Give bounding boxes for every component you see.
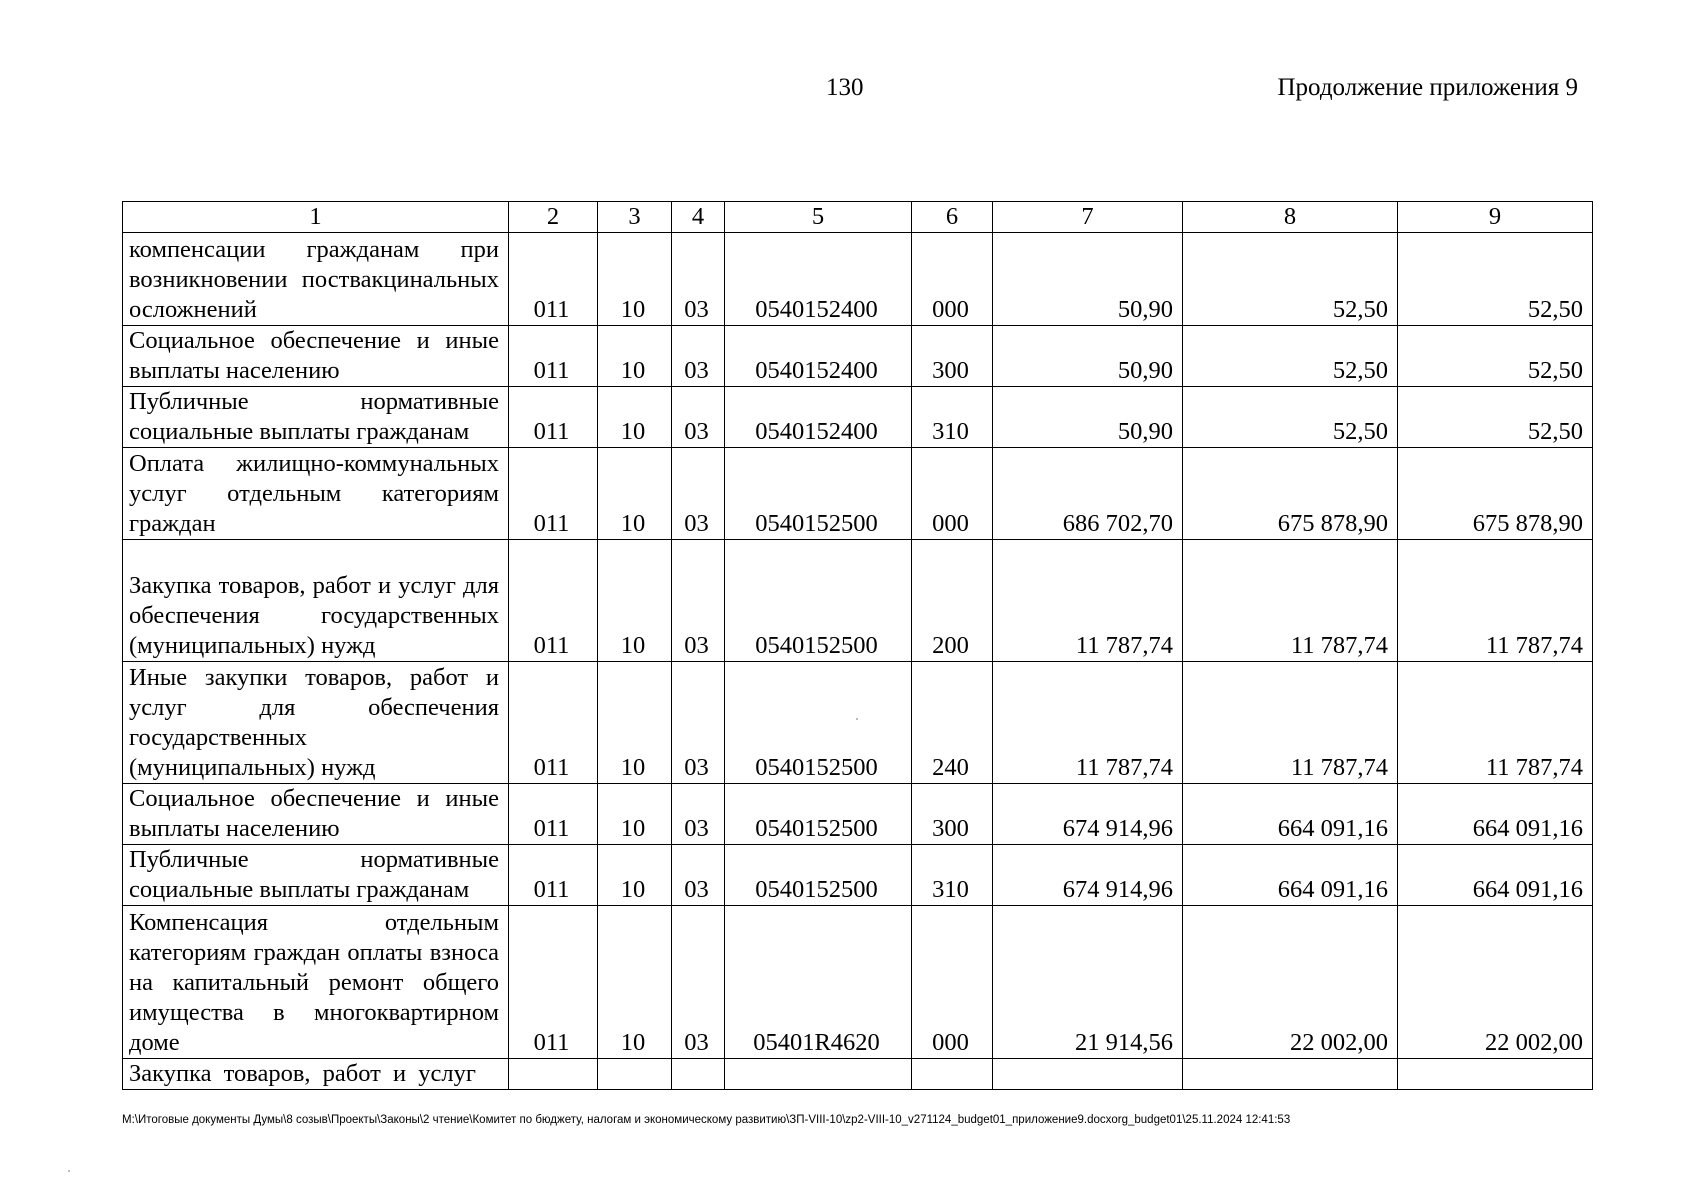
row-cell: 03 <box>672 448 725 540</box>
row-cell: 011 <box>509 662 598 784</box>
row-cell: 03 <box>672 662 725 784</box>
row-cell: 03 <box>672 233 725 326</box>
row-cell: 675 878,90 <box>1183 448 1398 540</box>
row-cell: 21 914,56 <box>993 906 1183 1059</box>
row-cell: 52,50 <box>1398 233 1593 326</box>
row-cell <box>598 1059 672 1090</box>
table-row <box>123 448 1593 540</box>
table-row <box>123 906 1593 1059</box>
row-cell: 000 <box>912 906 993 1059</box>
row-cell: 0540152500 <box>725 784 912 845</box>
header-cell: 9 <box>1398 202 1593 233</box>
row-cell: 11 787,74 <box>1183 662 1398 784</box>
row-cell: 0540152400 <box>725 233 912 326</box>
row-cell: 0540152500 <box>725 662 912 784</box>
row-cell: 03 <box>672 326 725 387</box>
row-cell: 0540152500 <box>725 540 912 662</box>
table-row <box>123 387 1593 448</box>
row-cell: 011 <box>509 784 598 845</box>
row-description: Социальное обеспечение и иные выплаты населению <box>123 326 509 387</box>
row-cell: 05401R4620 <box>725 906 912 1059</box>
row-description: Компенсация отдельным категориям граждан оплаты взноса на капитальный ремонт общего имущества в многоквартирном доме <box>123 906 509 1059</box>
row-description: Публичные нормативные социальные выплаты гражданам <box>123 387 509 448</box>
row-description: Публичные нормативные социальные выплаты гражданам <box>123 845 509 906</box>
table-row <box>123 540 1593 662</box>
row-cell <box>672 1059 725 1090</box>
row-cell: 50,90 <box>993 387 1183 448</box>
continuation-title: Продолжение приложения 9 <box>1277 74 1578 101</box>
row-cell: 0540152400 <box>725 326 912 387</box>
row-cell: 22 002,00 <box>1398 906 1593 1059</box>
row-cell: 10 <box>598 387 672 448</box>
row-cell: 11 787,74 <box>1398 540 1593 662</box>
row-cell: 10 <box>598 326 672 387</box>
row-cell: 52,50 <box>1183 326 1398 387</box>
row-cell: 0540152500 <box>725 845 912 906</box>
row-cell: 300 <box>912 784 993 845</box>
header-cell: 2 <box>509 202 598 233</box>
header-cell: 5 <box>725 202 912 233</box>
table-header-row <box>123 202 1593 233</box>
row-cell: 03 <box>672 906 725 1059</box>
row-description: Иные закупки товаров, работ и услуг для обеспечения государственных (муниципальных) нужд <box>123 662 509 784</box>
header-cell: 8 <box>1183 202 1398 233</box>
row-cell: 10 <box>598 906 672 1059</box>
row-cell: 22 002,00 <box>1183 906 1398 1059</box>
budget-table <box>122 201 1593 1090</box>
row-cell: 10 <box>598 845 672 906</box>
row-cell: 675 878,90 <box>1398 448 1593 540</box>
row-cell: 50,90 <box>993 326 1183 387</box>
row-cell: 03 <box>672 540 725 662</box>
row-cell <box>1183 1059 1398 1090</box>
row-cell: 10 <box>598 540 672 662</box>
row-cell: 674 914,96 <box>993 784 1183 845</box>
row-cell: 10 <box>598 233 672 326</box>
header-cell: 3 <box>598 202 672 233</box>
header-cell: 1 <box>123 202 509 233</box>
row-cell <box>912 1059 993 1090</box>
row-cell: 664 091,16 <box>1183 845 1398 906</box>
row-cell: 011 <box>509 845 598 906</box>
scan-speck <box>68 1170 70 1172</box>
header-cell: 7 <box>993 202 1183 233</box>
row-description: Закупка товаров, работ и услуг для обеспечения государственных (муниципальных) нужд <box>123 540 509 662</box>
row-cell: 03 <box>672 387 725 448</box>
table-row <box>123 233 1593 326</box>
row-cell: 664 091,16 <box>1183 784 1398 845</box>
row-cell: 11 787,74 <box>993 662 1183 784</box>
table-row <box>123 662 1593 784</box>
row-description: компенсации гражданам при возникновении поствакцинальных осложнений <box>123 233 509 326</box>
row-cell: 200 <box>912 540 993 662</box>
row-description: Оплата жилищно-коммунальных услуг отдельным категориям граждан <box>123 448 509 540</box>
row-cell: 664 091,16 <box>1398 845 1593 906</box>
row-cell <box>509 1059 598 1090</box>
row-cell: 52,50 <box>1183 233 1398 326</box>
row-cell: 0540152400 <box>725 387 912 448</box>
row-cell: 000 <box>912 233 993 326</box>
row-cell: 300 <box>912 326 993 387</box>
row-cell: 011 <box>509 448 598 540</box>
row-cell: 10 <box>598 784 672 845</box>
row-cell: 000 <box>912 448 993 540</box>
row-cell: 52,50 <box>1183 387 1398 448</box>
row-cell: 011 <box>509 540 598 662</box>
row-description: Закупка товаров, работ и услуг <box>123 1059 509 1090</box>
row-cell: 50,90 <box>993 233 1183 326</box>
row-cell: 011 <box>509 326 598 387</box>
row-cell: 52,50 <box>1398 326 1593 387</box>
row-cell: 011 <box>509 906 598 1059</box>
row-description: Социальное обеспечение и иные выплаты населению <box>123 784 509 845</box>
row-cell: 10 <box>598 662 672 784</box>
row-cell: 03 <box>672 845 725 906</box>
row-cell: 11 787,74 <box>993 540 1183 662</box>
row-cell: 310 <box>912 387 993 448</box>
row-cell: 0540152500 <box>725 448 912 540</box>
row-cell: 11 787,74 <box>1398 662 1593 784</box>
row-cell: 03 <box>672 784 725 845</box>
scan-speck <box>856 718 858 720</box>
row-cell <box>725 1059 912 1090</box>
table-row <box>123 1059 1593 1090</box>
footer-file-path: M:\Итоговые документы Думы\8 созыв\Проекты\Законы\2 чтение\Комитет по бюджету, налогам и экономическому развитию\ЗП-VIII-10\zp2-VIII-10_v271124_budget01_приложение9.docxorg_budget01\25.11.2024 12:41:53 <box>122 1114 1291 1126</box>
table-row <box>123 326 1593 387</box>
row-cell: 011 <box>509 387 598 448</box>
row-cell <box>1398 1059 1593 1090</box>
header-cell: 4 <box>672 202 725 233</box>
table-row <box>123 784 1593 845</box>
row-cell: 11 787,74 <box>1183 540 1398 662</box>
row-cell: 52,50 <box>1398 387 1593 448</box>
row-cell: 240 <box>912 662 993 784</box>
row-cell: 310 <box>912 845 993 906</box>
page-number: 130 <box>826 74 864 101</box>
row-cell: 686 702,70 <box>993 448 1183 540</box>
row-cell: 674 914,96 <box>993 845 1183 906</box>
header-cell: 6 <box>912 202 993 233</box>
row-cell: 664 091,16 <box>1398 784 1593 845</box>
row-cell <box>993 1059 1183 1090</box>
row-cell: 011 <box>509 233 598 326</box>
row-cell: 10 <box>598 448 672 540</box>
table-row <box>123 845 1593 906</box>
